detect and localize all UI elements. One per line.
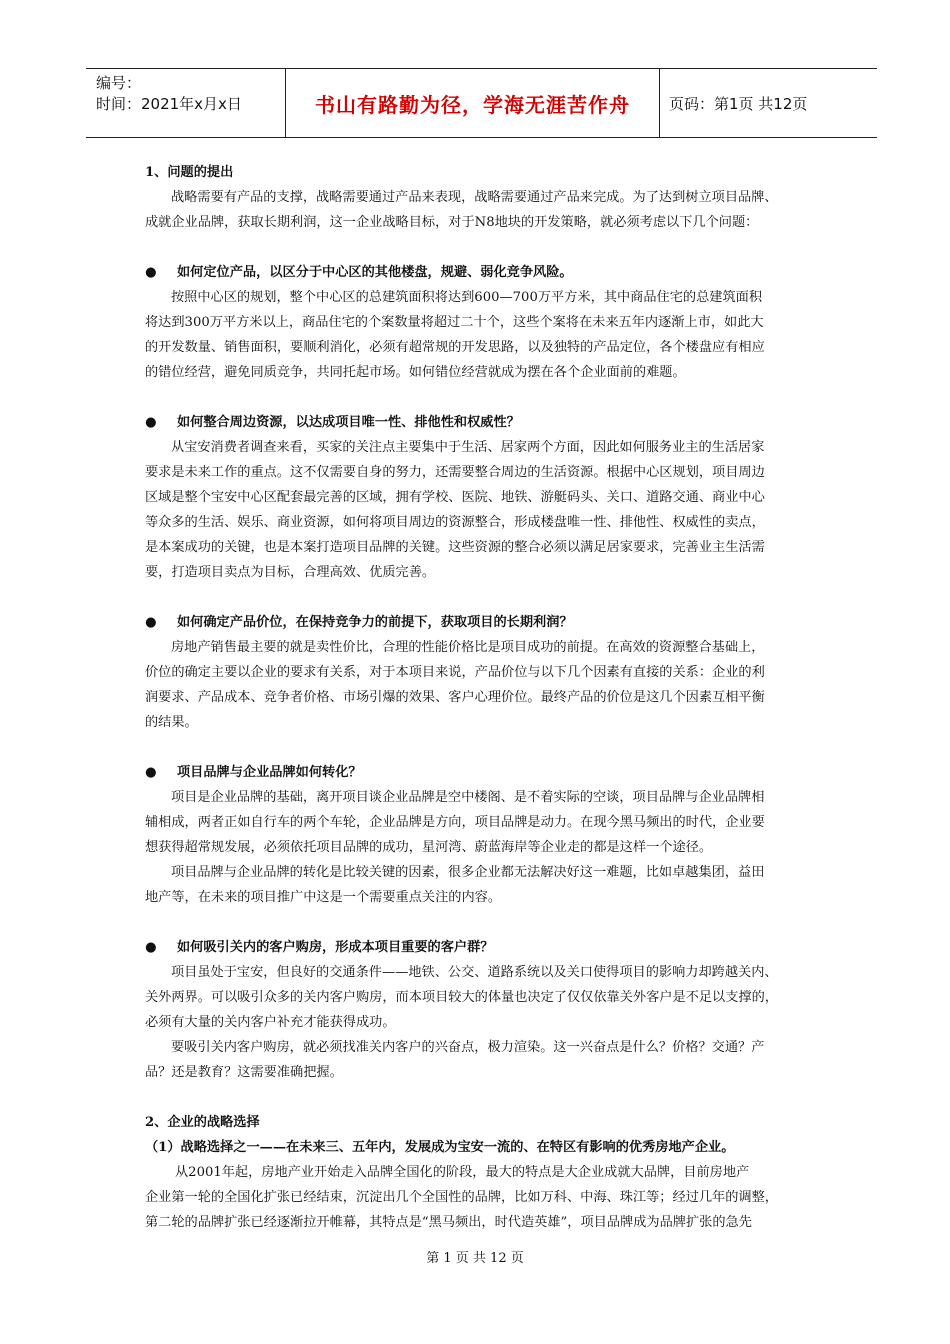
section-title: 1、问题的提出 [145, 165, 234, 180]
page-footer: 第 1 页 共 12 页 [426, 1251, 524, 1266]
paragraph-line: 区域是整个宝安中心区配套最完善的区域，拥有学校、医院、地铁、游艇码头、关口、道路交通、商业中心 [145, 490, 765, 505]
bullet-icon: ● [145, 765, 157, 780]
paragraph-line: 项目是企业品牌的基础，离开项目谈企业品牌是空中楼阁、是不着实际的空谈，项目品牌与企业品牌相 [171, 790, 765, 805]
document-number-label: 编号： [96, 74, 142, 92]
paragraph-line: 等众多的生活、娱乐、商业资源，如何将项目周边的资源整合，形成楼盘唯一性、排他性、权威性的卖点， [145, 515, 765, 530]
document-time-label: 时间：2021年x月x日 [96, 95, 242, 113]
paragraph-line: 要求是未来工作的重点。这不仅需要自身的努力，还需要整合周边的生活资源。根据中心区规划，项目周边 [145, 465, 765, 480]
question-title: 项目品牌与企业品牌如何转化？ [177, 765, 362, 780]
section-title: 2、企业的战略选择 [145, 1115, 260, 1130]
bullet-icon: ● [145, 415, 157, 430]
paragraph-line: 润要求、产品成本、竞争者价格、市场引爆的效果、客户心理价位。最终产品的价位是这几个因素互相平衡 [145, 690, 765, 705]
bullet-icon: ● [145, 615, 157, 630]
paragraph-line: 地产等，在未来的项目推广中这是一个需要重点关注的内容。 [145, 890, 502, 905]
paragraph-line: 的开发数量、销售面积，要顺利消化，必须有超常规的开发思路，以及独特的产品定位，各个楼盘应有相应 [145, 340, 765, 355]
header-divider [659, 69, 660, 137]
paragraph-line: 从宝安消费者调查来看，买家的关注点主要集中于生活、居家两个方面，因此如何服务业主的生活居家 [171, 440, 765, 455]
paragraph-line: 的结果。 [145, 715, 198, 730]
paragraph-line: 是本案成功的关键，也是本案打造项目品牌的关键。这些资源的整合必须以满足居家要求，完善业主生活需 [145, 540, 765, 555]
paragraph-line: 按照中心区的规划，整个中心区的总建筑面积将达到600—700万平方米，其中商品住宅的总建筑面积 [171, 290, 763, 305]
question-heading [145, 260, 830, 285]
question-heading [145, 760, 830, 785]
question-heading [145, 410, 830, 435]
paragraph-line: 品？还是教育？这需要准确把握。 [145, 1065, 343, 1080]
subsection-title: （1）战略选择之一——在未来三、五年内，发展成为宝安一流的、在特区有影响的优秀房地产企业。 [145, 1140, 735, 1155]
paragraph-line: 想获得超常规发展，必须依托项目品牌的成功，星河湾、蔚蓝海岸等企业走的都是这样一个途径。 [145, 840, 713, 855]
paragraph-line: 辅相成，两者正如自行车的两个车轮，企业品牌是方向，项目品牌是动力。在现今黑马频出的时代，企业要 [145, 815, 765, 830]
paragraph-line: 从2001年起，房地产业开始走入品牌全国化的阶段，最大的特点是大企业成就大品牌，目前房地产 [175, 1165, 750, 1180]
question-title: 如何整合周边资源，以达成项目唯一性、排他性和权威性？ [177, 415, 520, 430]
paragraph-line: 的错位经营，避免同质竞争，共同托起市场。如何错位经营就成为摆在各个企业面前的难题。 [145, 365, 686, 380]
paragraph-line: 项目品牌与企业品牌的转化是比较关键的因素，很多企业都无法解决好这一难题，比如卓越集团，益田 [171, 865, 765, 880]
header-motto: 书山有路勤为径，学海无涯苦作舟 [315, 92, 630, 117]
page-header [86, 68, 877, 138]
paragraph-line: 必须有大量的关内客户补充才能获得成功。 [145, 1015, 396, 1030]
question-title: 如何吸引关内的客户购房，形成本项目重要的客户群？ [177, 940, 494, 955]
paragraph-line: 企业第一轮的全国化扩张已经结束，沉淀出几个全国性的品牌，比如万科、中海、珠江等；经过几年的调整， [145, 1190, 778, 1205]
paragraph-line: 房地产销售最主要的就是卖性价比，合理的性能价格比是项目成功的前提。在高效的资源整合基础上， [171, 640, 765, 655]
document-body [145, 160, 830, 1235]
paragraph-line: 要，打造项目卖点为目标，合理高效、优质完善。 [145, 565, 436, 580]
paragraph-line: 价位的确定主要以企业的要求有关系，对于本项目来说，产品价位与以下几个因素有直接的关系：企业的利 [145, 665, 765, 680]
paragraph-line: 项目虽处于宝安，但良好的交通条件——地铁、公交、道路系统以及关口使得项目的影响力却跨越关内、 [171, 965, 778, 980]
question-heading [145, 610, 830, 635]
paragraph-line: 成就企业品牌，获取长期利润，这一企业战略目标，对于N8地块的开发策略，就必须考虑以下几个问题： [145, 215, 759, 230]
bullet-icon: ● [145, 265, 157, 280]
header-page-number: 页码：第1页 共12页 [669, 94, 808, 113]
question-title: 如何确定产品价位，在保持竞争力的前提下，获取项目的长期利润？ [177, 615, 573, 630]
paragraph-line: 要吸引关内客户购房，就必须找准关内客户的兴奋点，极力渲染。这一兴奋点是什么？价格？交通？产 [171, 1040, 765, 1055]
paragraph-line: 第二轮的品牌扩张已经逐渐拉开帷幕，其特点是“黑马频出，时代造英雄”，项目品牌成为品牌扩张的急先 [145, 1215, 752, 1230]
paragraph-line: 将达到300万平方米以上，商品住宅的个案数量将超过二十个，这些个案将在未来五年内逐渐上市，如此大 [145, 315, 764, 330]
paragraph-line: 战略需要有产品的支撑，战略需要通过产品来表现，战略需要通过产品来完成。为了达到树立项目品牌、 [171, 190, 778, 205]
question-title: 如何定位产品，以区分于中心区的其他楼盘，规避、弱化竞争风险。 [177, 265, 573, 280]
bullet-icon: ● [145, 940, 157, 955]
question-heading [145, 935, 830, 960]
header-meta [96, 73, 286, 115]
paragraph-line: 关外两界。可以吸引众多的关内客户购房，而本项目较大的体量也决定了仅仅依靠关外客户是不足以支撑的， [145, 990, 778, 1005]
